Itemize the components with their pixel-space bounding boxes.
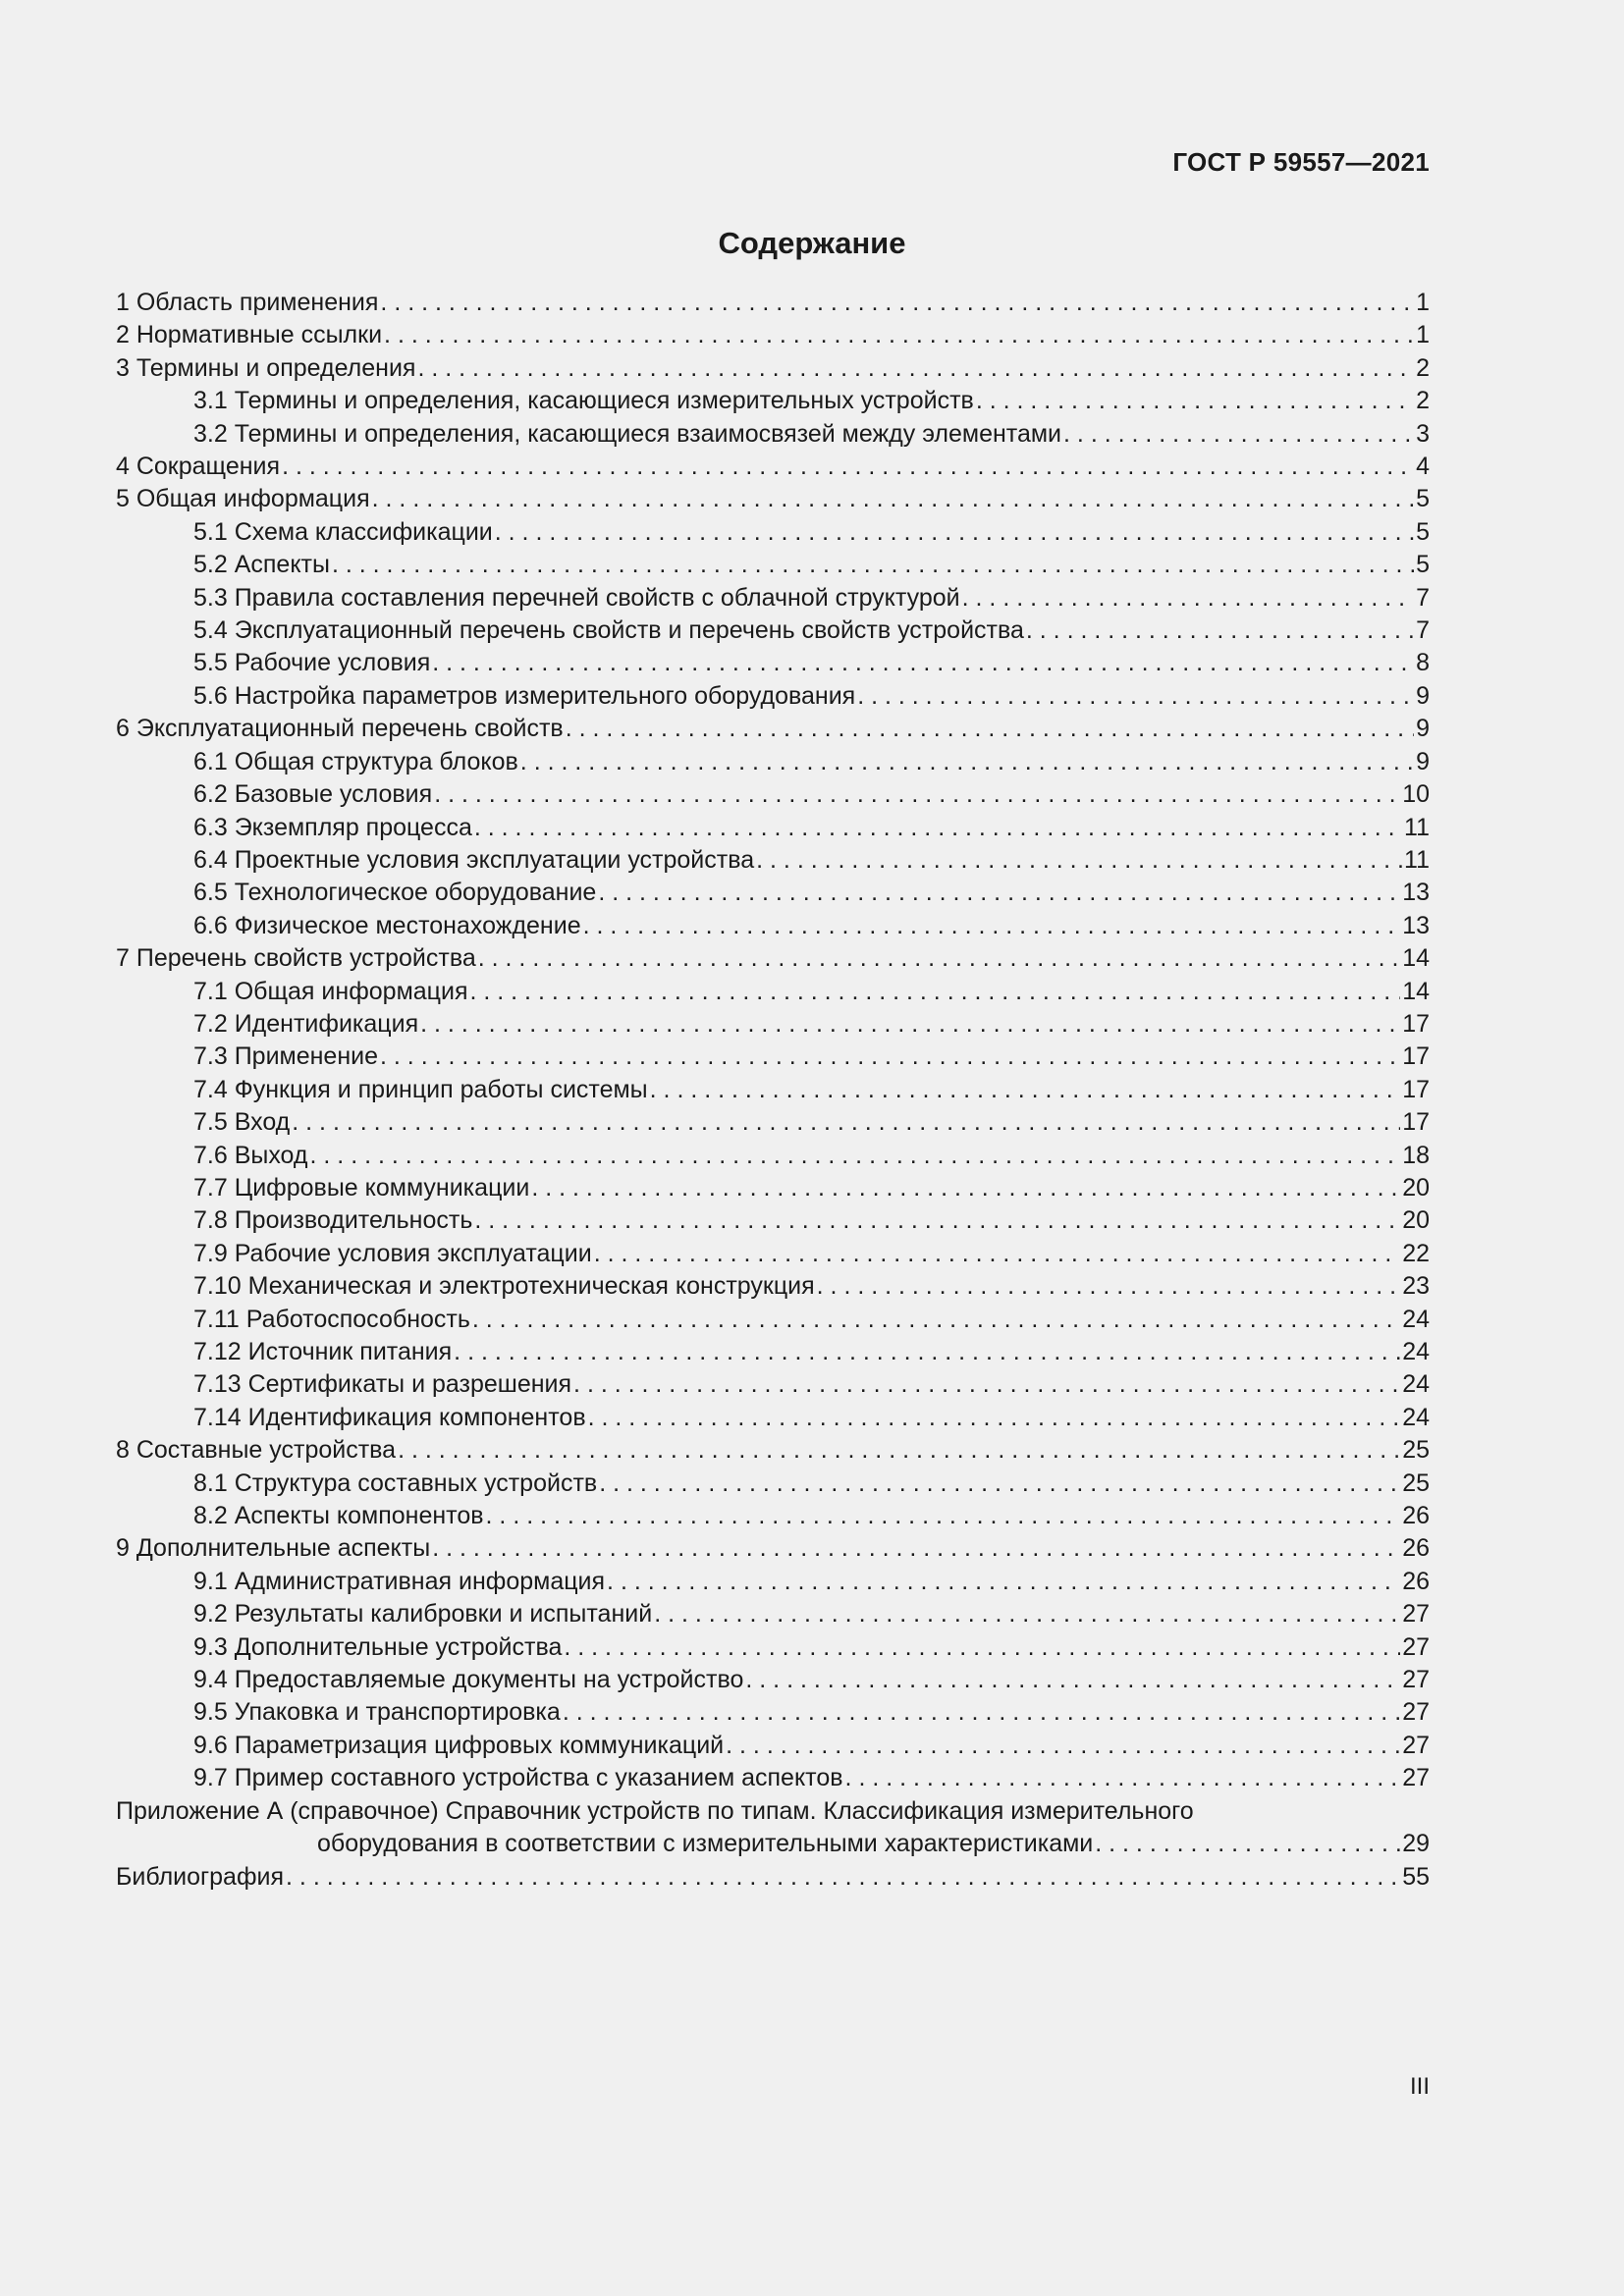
toc-entry[interactable]	[116, 1468, 1430, 1500]
toc-leader-dots	[520, 746, 1414, 778]
toc-entry-label: 7.1 Общая информация	[193, 977, 468, 1005]
toc-leader-dots	[432, 647, 1414, 679]
toc-entry-label: 3.2 Термины и определения, касающиеся взаимосвязей между элементами	[193, 419, 1062, 448]
toc-leader-dots	[380, 1041, 1400, 1073]
toc-entry[interactable]	[116, 1696, 1430, 1729]
toc-leader-dots	[566, 713, 1414, 745]
toc-entry[interactable]	[116, 549, 1430, 581]
toc-entry-page: 25	[1402, 1436, 1430, 1465]
toc-entry-page: 27	[1402, 1666, 1430, 1694]
toc-entry-page: 27	[1402, 1600, 1430, 1629]
toc-entry-page: 4	[1416, 453, 1430, 481]
toc-leader-dots	[398, 1434, 1400, 1467]
toc-entry-label: 7.6 Выход	[193, 1141, 308, 1169]
toc-entry[interactable]	[116, 1434, 1430, 1467]
toc-entry-page: 5	[1416, 551, 1430, 579]
toc-entry-page: 13	[1402, 879, 1430, 907]
toc-entry-page: 26	[1402, 1502, 1430, 1530]
toc-entry[interactable]	[116, 1402, 1430, 1434]
toc-entry-page: 26	[1402, 1567, 1430, 1595]
toc-leader-dots	[845, 1762, 1401, 1794]
toc-entry-label: 1 Область применения	[116, 289, 379, 316]
toc-entry-label: 6.2 Базовые условия	[193, 780, 433, 809]
toc-entry-page: 22	[1402, 1239, 1430, 1267]
toc-leader-dots	[976, 385, 1414, 417]
toc-entry[interactable]	[116, 614, 1430, 647]
toc-leader-dots	[650, 1074, 1401, 1106]
toc-leader-dots	[598, 877, 1400, 909]
toc-entry-label: 7.10 Механическая и электротехническая конструкция	[193, 1272, 815, 1301]
toc-entry[interactable]	[116, 778, 1430, 811]
toc-leader-dots	[1063, 418, 1414, 451]
toc-entry-label: 9.1 Административная информация	[193, 1567, 606, 1595]
toc-entry-label: 8.2 Аспекты компонентов	[193, 1502, 484, 1530]
toc-bibliography[interactable]	[116, 1861, 1430, 1894]
toc-entry[interactable]	[116, 1074, 1430, 1106]
toc-entry-page: 27	[1402, 1632, 1430, 1661]
toc-entry[interactable]	[116, 1631, 1430, 1664]
toc-entry[interactable]	[116, 483, 1430, 515]
toc-leader-dots	[817, 1270, 1401, 1303]
toc-entry[interactable]	[116, 910, 1430, 942]
toc-entry[interactable]	[116, 877, 1430, 909]
toc-entry-page: 1	[1416, 289, 1430, 316]
toc-entry-page: 18	[1402, 1141, 1430, 1169]
toc-bibliography-page: 55	[1402, 1862, 1430, 1891]
toc-entry[interactable]	[116, 746, 1430, 778]
toc-entry[interactable]	[116, 1204, 1430, 1237]
toc-entry[interactable]	[116, 385, 1430, 417]
toc-entry-page: 26	[1402, 1534, 1430, 1563]
table-of-contents	[116, 287, 1430, 1894]
toc-entry[interactable]	[116, 942, 1430, 975]
toc-annex-title-line2-row	[116, 1828, 1430, 1860]
toc-entry-label: 6 Эксплуатационный перечень свойств	[116, 715, 564, 743]
toc-entry[interactable]	[116, 1762, 1430, 1794]
toc-leader-dots	[478, 942, 1400, 975]
toc-entry-page: 27	[1402, 1698, 1430, 1727]
toc-entry-label: 9.2 Результаты калибровки и испытаний	[193, 1600, 653, 1629]
toc-entry-label: 9.4 Предоставляемые документы на устройство	[193, 1666, 744, 1694]
toc-entry-label: 9 Дополнительные аспекты	[116, 1534, 431, 1563]
toc-entry[interactable]	[116, 352, 1430, 385]
toc-entry-label: 5.6 Настройка параметров измерительного оборудования	[193, 681, 856, 710]
toc-entry-label: 7.8 Производительность	[193, 1206, 473, 1235]
toc-entry-label: 8.1 Структура составных устройств	[193, 1468, 598, 1497]
toc-bibliography-label: Библиография	[116, 1862, 285, 1891]
toc-leader-dots	[588, 1402, 1401, 1434]
toc-entry-label: 6.5 Технологическое оборудование	[193, 879, 597, 907]
toc-entry[interactable]	[116, 516, 1430, 549]
toc-annex-title-line1: Приложение А (справочное) Справочник устройств по типам. Классификация измерительного	[116, 1796, 1194, 1825]
toc-entry-label: 7.12 Источник питания	[193, 1338, 453, 1365]
toc-entry-label: 7.2 Идентификация	[193, 1009, 419, 1038]
toc-leader-dots	[286, 1861, 1400, 1894]
toc-entry-page: 3	[1416, 419, 1430, 448]
toc-entry[interactable]	[116, 844, 1430, 877]
toc-entry-label: 5.3 Правила составления перечней свойств с облачной структурой	[193, 583, 960, 612]
toc-leader-dots	[454, 1336, 1400, 1368]
toc-entry-page: 17	[1402, 1042, 1430, 1071]
toc-leader-dots	[384, 319, 1414, 351]
toc-entry[interactable]	[116, 1304, 1430, 1336]
toc-entry-page: 14	[1402, 977, 1430, 1005]
toc-entry-page: 9	[1416, 681, 1430, 710]
toc-entry-page: 27	[1402, 1731, 1430, 1759]
page-number: III	[1409, 2073, 1430, 2100]
document-code: ГОСТ Р 59557—2021	[1172, 147, 1430, 177]
toc-entry-page: 20	[1402, 1206, 1430, 1235]
toc-entry-label: 4 Сокращения	[116, 453, 281, 481]
toc-entry-label: 7.13 Сертификаты и разрешения	[193, 1370, 572, 1399]
toc-entry-label: 3.1 Термины и определения, касающиеся измерительных устройств	[193, 387, 974, 415]
toc-entry-label: 5.5 Рабочие условия	[193, 649, 431, 677]
toc-leader-dots	[474, 812, 1402, 844]
toc-leader-dots	[962, 582, 1414, 614]
toc-entry-page: 9	[1416, 747, 1430, 775]
toc-leader-dots	[495, 516, 1414, 549]
toc-entry-page: 13	[1402, 911, 1430, 939]
toc-entry-label: 6.3 Экземпляр процесса	[193, 813, 472, 841]
toc-leader-dots	[573, 1368, 1400, 1401]
toc-leader-dots	[486, 1500, 1401, 1532]
toc-entry-page: 5	[1416, 485, 1430, 513]
toc-entry[interactable]	[116, 1172, 1430, 1204]
toc-entry[interactable]	[116, 1106, 1430, 1139]
toc-entry-page: 9	[1416, 715, 1430, 743]
toc-entry[interactable]	[116, 1238, 1430, 1270]
toc-leader-dots	[434, 778, 1400, 811]
toc-leader-dots	[282, 451, 1414, 483]
toc-leader-dots	[745, 1664, 1400, 1696]
toc-entry[interactable]	[116, 680, 1430, 713]
toc-entry[interactable]	[116, 647, 1430, 679]
toc-entry-label: 9.3 Дополнительные устройства	[193, 1632, 563, 1661]
toc-entry-label: 3 Термины и определения	[116, 353, 416, 382]
toc-leader-dots	[563, 1696, 1400, 1729]
toc-entry-label: 6.4 Проектные условия эксплуатации устройства	[193, 845, 755, 874]
toc-leader-dots	[469, 976, 1400, 1008]
toc-entry-page: 23	[1402, 1272, 1430, 1301]
toc-entry-page: 10	[1402, 780, 1430, 809]
toc-leader-dots	[310, 1140, 1401, 1172]
toc-annex-page: 29	[1402, 1830, 1430, 1858]
toc-entry-page: 11	[1404, 845, 1430, 874]
toc-leader-dots	[583, 910, 1401, 942]
toc-entry[interactable]	[116, 1532, 1430, 1565]
toc-entry-page: 24	[1402, 1338, 1430, 1365]
toc-entry-page: 11	[1404, 813, 1430, 841]
toc-entry[interactable]	[116, 1598, 1430, 1630]
page-title: Содержание	[718, 226, 906, 260]
toc-entry-label: 5.1 Схема классификации	[193, 517, 493, 546]
toc-entry[interactable]	[116, 1270, 1430, 1303]
toc-entry[interactable]	[116, 287, 1430, 319]
toc-entry-page: 17	[1402, 1108, 1430, 1137]
toc-entry-label: 5.2 Аспекты	[193, 551, 330, 579]
toc-entry-label: 7.7 Цифровые коммуникации	[193, 1173, 530, 1201]
toc-entry-label: 6.1 Общая структура блоков	[193, 747, 518, 775]
toc-entry-page: 7	[1416, 616, 1430, 645]
toc-entry-label: 7.4 Функция и принцип работы системы	[193, 1075, 648, 1103]
toc-entry[interactable]	[116, 451, 1430, 483]
toc-entry-page: 24	[1402, 1403, 1430, 1431]
toc-annex[interactable]	[116, 1795, 1430, 1861]
toc-entry-page: 14	[1402, 944, 1430, 973]
toc-leader-dots	[380, 287, 1414, 319]
toc-entry-label: 9.6 Параметризация цифровых коммуникаций	[193, 1731, 725, 1759]
toc-entry-page: 17	[1402, 1075, 1430, 1103]
toc-entry-page: 24	[1402, 1305, 1430, 1333]
toc-leader-dots	[332, 549, 1414, 581]
toc-entry-page: 7	[1416, 583, 1430, 612]
toc-entry-label: 7.5 Вход	[193, 1108, 291, 1137]
toc-leader-dots	[474, 1204, 1400, 1237]
toc-annex-title-line2: оборудования в соответствии с измерительными характеристиками	[317, 1830, 1094, 1858]
toc-leader-dots	[564, 1631, 1400, 1664]
toc-entry-page: 8	[1416, 649, 1430, 677]
toc-leader-dots	[726, 1730, 1400, 1762]
toc-entry-label: 7.11 Работоспособность	[193, 1305, 470, 1333]
toc-entry[interactable]	[116, 812, 1430, 844]
toc-leader-dots	[1095, 1828, 1400, 1860]
toc-entry-page: 2	[1416, 387, 1430, 415]
toc-leader-dots	[594, 1238, 1401, 1270]
toc-entry-page: 20	[1402, 1173, 1430, 1201]
toc-entry-page: 17	[1402, 1009, 1430, 1038]
toc-entry[interactable]	[116, 319, 1430, 351]
toc-entry[interactable]	[116, 976, 1430, 1008]
toc-leader-dots	[417, 352, 1414, 385]
toc-entry[interactable]	[116, 1730, 1430, 1762]
toc-leader-dots	[607, 1566, 1400, 1598]
toc-leader-dots	[420, 1008, 1400, 1041]
toc-entry[interactable]	[116, 418, 1430, 451]
toc-entry-label: 7.9 Рабочие условия эксплуатации	[193, 1239, 592, 1267]
toc-entry-page: 5	[1416, 517, 1430, 546]
toc-entry-label: 7 Перечень свойств устройства	[116, 944, 476, 973]
toc-entry[interactable]	[116, 1664, 1430, 1696]
toc-entry[interactable]	[116, 1336, 1430, 1368]
toc-entry[interactable]	[116, 1368, 1430, 1401]
toc-entry-page: 24	[1402, 1370, 1430, 1399]
toc-entry-page: 27	[1402, 1764, 1430, 1792]
toc-leader-dots	[857, 680, 1414, 713]
toc-entry-page: 2	[1416, 353, 1430, 382]
toc-entry[interactable]	[116, 582, 1430, 614]
toc-entry-label: 9.7 Пример составного устройства с указанием аспектов	[193, 1764, 843, 1792]
toc-entry-label: 5 Общая информация	[116, 485, 370, 513]
toc-leader-dots	[472, 1304, 1400, 1336]
toc-leader-dots	[654, 1598, 1400, 1630]
toc-entries	[116, 287, 1430, 1795]
toc-entry-label: 5.4 Эксплуатационный перечень свойств и перечень свойств устройства	[193, 616, 1024, 645]
toc-leader-dots	[531, 1172, 1400, 1204]
toc-entry[interactable]	[116, 713, 1430, 745]
toc-entry-label: 6.6 Физическое местонахождение	[193, 911, 581, 939]
toc-entry-label: 8 Составные устройства	[116, 1436, 397, 1465]
toc-leader-dots	[599, 1468, 1400, 1500]
toc-entry[interactable]	[116, 1500, 1430, 1532]
toc-entry-label: 7.3 Применение	[193, 1042, 379, 1071]
toc-entry-page: 25	[1402, 1468, 1430, 1497]
toc-entry[interactable]	[116, 1008, 1430, 1041]
toc-leader-dots	[756, 844, 1402, 877]
toc-entry[interactable]	[116, 1566, 1430, 1598]
toc-leader-dots	[432, 1532, 1400, 1565]
toc-entry[interactable]	[116, 1140, 1430, 1172]
toc-entry-label: 2 Нормативные ссылки	[116, 321, 383, 349]
toc-leader-dots	[372, 483, 1414, 515]
toc-entry-page: 1	[1416, 321, 1430, 349]
toc-entry-label: 9.5 Упаковка и транспортировка	[193, 1698, 561, 1727]
toc-entry[interactable]	[116, 1041, 1430, 1073]
toc-leader-dots	[292, 1106, 1400, 1139]
toc-leader-dots	[1026, 614, 1414, 647]
toc-entry-label: 7.14 Идентификация компонентов	[193, 1403, 586, 1431]
